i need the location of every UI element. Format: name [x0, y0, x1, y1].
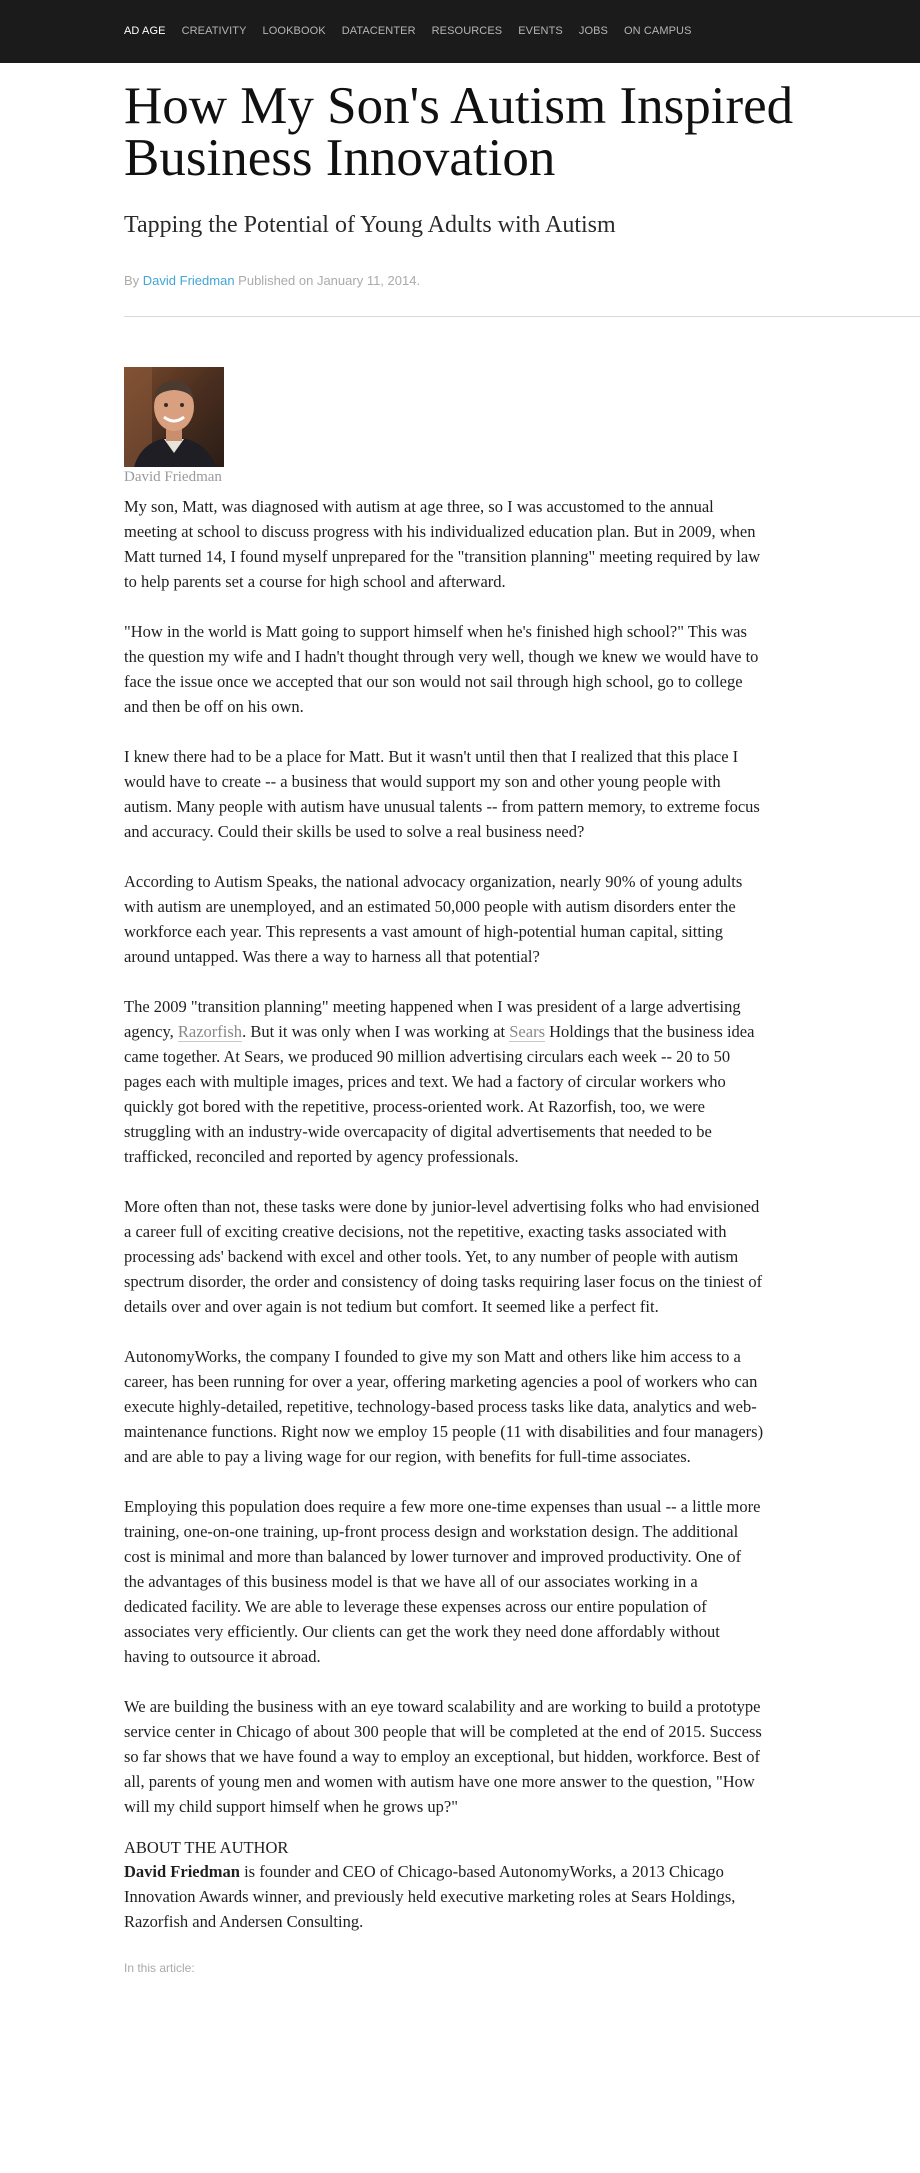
nav-item-lookbook[interactable]: LOOKBOOK — [262, 25, 326, 37]
about-author-heading: ABOUT THE AUTHOR — [124, 1838, 289, 1857]
nav-item-events[interactable]: EVENTS — [518, 25, 563, 37]
article-title: How My Son's Autism Inspired Business Innovation — [124, 77, 794, 187]
about-author-bio — [124, 1859, 764, 1934]
paragraph-6: More often than not, these tasks were done by junior-level advertising folks who had envisioned a career full of exciting creative decisions, not the repetitive, exacting tasks associated with processing ads' backend with excel and other tools. Yet, to any number of people with autism spectrum disorder, the order and consistency of doing tasks requiring laser focus on the tiniest of details over and over again is not tedium but comfort. It seemed like a perfect fit. — [124, 1197, 763, 1316]
author-photo — [124, 367, 224, 467]
nav-item-creativity[interactable]: CREATIVITY — [181, 25, 247, 37]
nav-item-ad-age[interactable]: AD AGE — [124, 25, 166, 37]
article-subtitle: Tapping the Potential of Young Adults with Autism — [124, 212, 616, 238]
paragraph-9: We are building the business with an eye toward scalability and are working to build a prototype service center in Chicago of about 300 people that will be completed at the end of 2015. Success so far shows that we have found a way to employ an exceptional, but hidden, workforce. Best of all, parents of young men and women with autism have one more answer to the question, "How will my child support himself when he grows up?" — [124, 1697, 762, 1816]
about-author-text: is founder and CEO of Chicago-based AutonomyWorks, a 2013 Chicago Innovation Awards winner, and previously held executive marketing roles at Sears Holdings, Razorfish and Andersen Consulting. — [124, 1862, 736, 1931]
photo-caption: David Friedman — [124, 469, 222, 485]
paragraph-5-text-c: Holdings that the business idea came together. At Sears, we produced 90 million advertising circulars each week -- 20 to 50 pages each with multiple images, prices and text. We had a factory of circular workers who quickly got bored with the repetitive, process-oriented work. At Razorfish, too, we were struggling with an industry-wide overcapacity of digital advertisements that needed to be trafficked, reconciled and reported by agency professionals. — [124, 1022, 755, 1166]
in-this-article-label: In this article: — [124, 1961, 195, 1975]
header-divider — [124, 316, 920, 317]
paragraph-3: I knew there had to be a place for Matt. But it wasn't until then that I realized that this place I would have to create -- a business that would support my son and other young people with autism. Many people with autism have unusual talents -- from pattern memory, to extreme focus and accuracy. Could their skills be used to solve a real business need? — [124, 747, 760, 841]
nav-item-on-campus[interactable]: ON CAMPUS — [624, 25, 692, 37]
paragraph-4: According to Autism Speaks, the national advocacy organization, nearly 90% of young adults with autism are unemployed, and an estimated 50,000 people with autism disorders enter the workforce each year. This represents a vast amount of high-potential human capital, sitting around untapped. Was there a way to harness all that potential? — [124, 872, 743, 966]
nav-item-resources[interactable]: RESOURCES — [431, 25, 503, 37]
author-portrait-image — [124, 367, 224, 467]
byline — [124, 273, 420, 288]
about-author-name: David Friedman — [124, 1862, 240, 1881]
top-navigation-bar — [0, 0, 920, 63]
paragraph-5-text-a: The 2009 "transition planning" meeting happened when I was president of a large advertising agency, — [124, 997, 741, 1041]
author-link[interactable]: David Friedman — [142, 273, 235, 288]
article-body — [124, 494, 764, 1977]
sears-link[interactable]: Sears — [509, 1022, 545, 1041]
nav-item-jobs[interactable]: JOBS — [578, 25, 608, 37]
site-nav — [124, 25, 708, 37]
paragraph-7: AutonomyWorks, the company I founded to give my son Matt and others like him access to a career, has been running for over a year, offering marketing agencies a pool of workers who can execute highly-detailed, repetitive, technology-based process tasks like data, analytics and web-maintenance functions. Right now we employ 15 people (11 with disabilities and four managers) and are able to pay a living wage for our region, with benefits for full-time associates. — [124, 1347, 764, 1466]
paragraph-5 — [124, 994, 764, 1169]
paragraph-2: "How in the world is Matt going to support himself when he's finished high school?" This was the question my wife and I hadn't thought through very well, though we knew we would have to face the issue once we accepted that our son would not sail through high school, go to college and then be off on his own. — [124, 622, 759, 716]
publish-date: Published on January 11, 2014. — [234, 273, 421, 288]
nav-item-datacenter[interactable]: DATACENTER — [341, 25, 416, 37]
razorfish-link[interactable]: Razorfish — [177, 1022, 243, 1041]
paragraph-8: Employing this population does require a few more one-time expenses than usual -- a little more training, one-on-one training, up-front process design and workstation design. The additional cost is minimal and more than balanced by lower turnover and improved productivity. One of the advantages of this business model is that we have all of our associates working in a dedicated facility. We are able to leverage these expenses across our entire population of associates very efficiently. Our clients can get the work they need done affordably without having to outsource it abroad. — [124, 1497, 761, 1666]
paragraph-5-text-b: . But it was only when I was working at — [242, 1022, 510, 1041]
paragraph-1: My son, Matt, was diagnosed with autism at age three, so I was accustomed to the annual meeting at school to discuss progress with his individualized education plan. But in 2009, when Matt turned 14, I found myself unprepared for the "transition planning" meeting required by law to help parents set a course for high school and afterward. — [124, 497, 761, 591]
byline-prefix: By — [124, 273, 143, 288]
